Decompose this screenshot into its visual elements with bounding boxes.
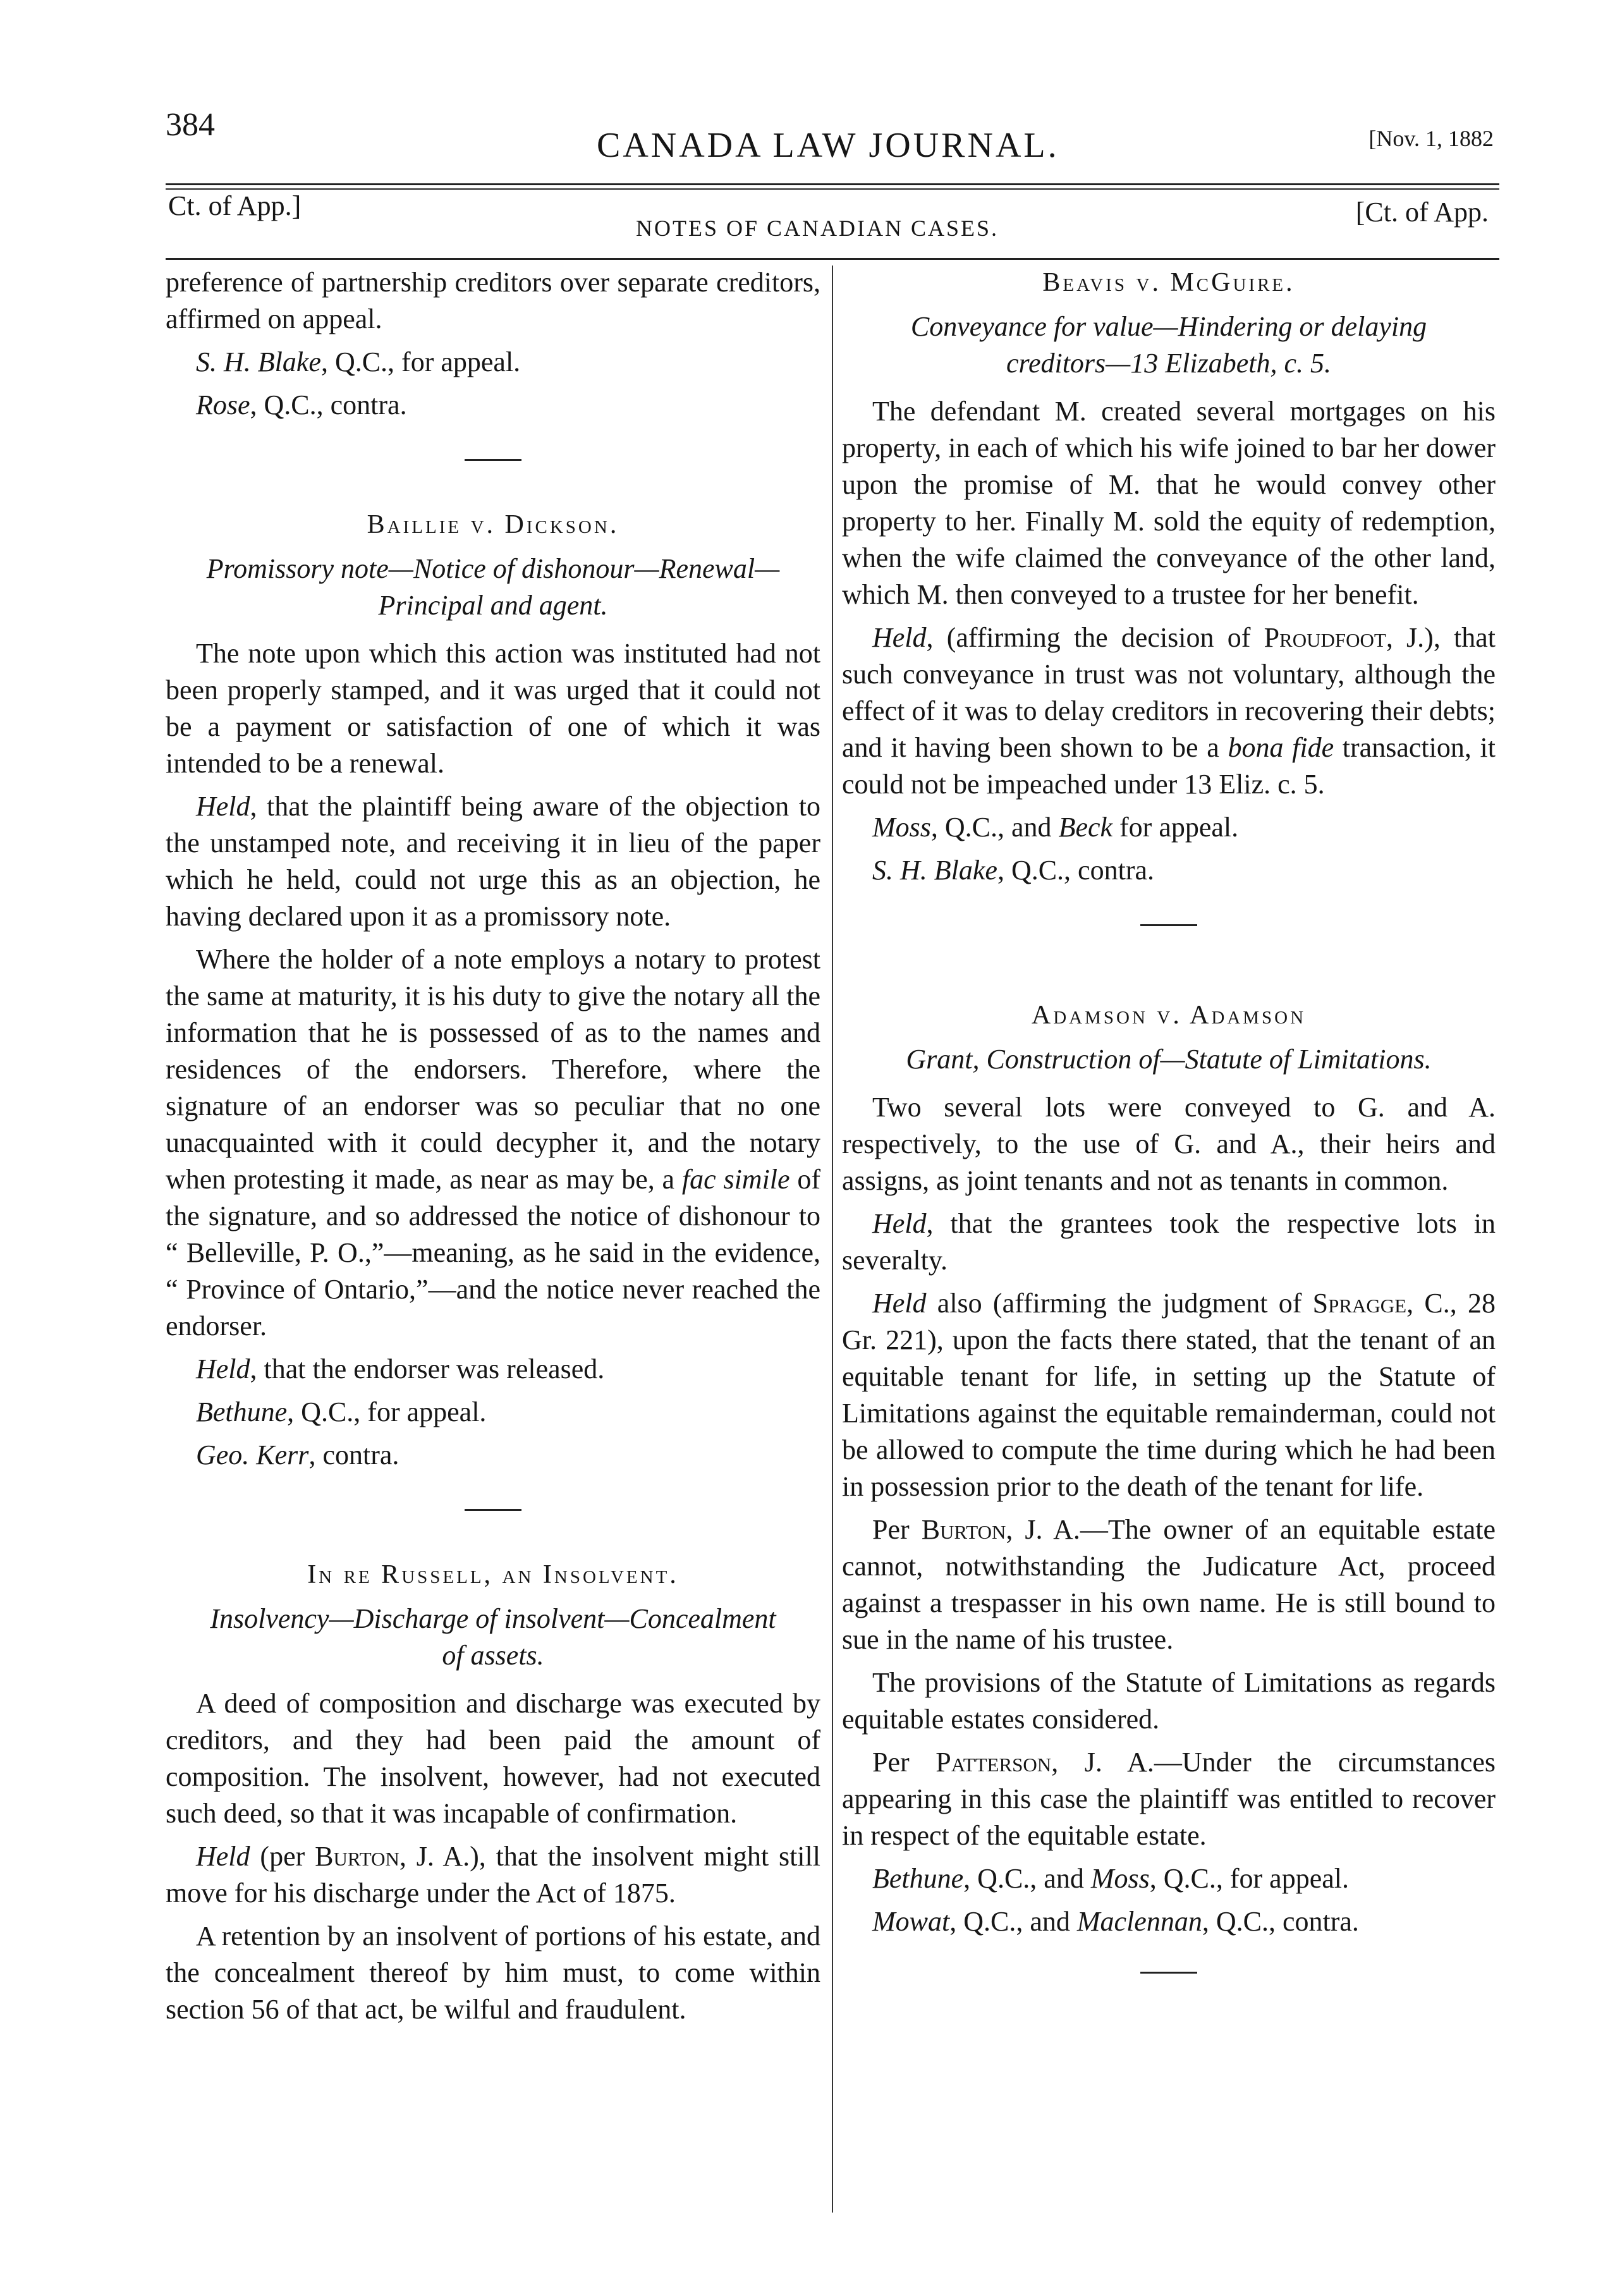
counsel-appeal (842, 809, 1496, 846)
holding-text: , (affirming the decision of (926, 622, 1264, 653)
case-headnote: Grant, Construction of—Statute of Limitations. (906, 1044, 1432, 1075)
case-holding (842, 620, 1496, 803)
latin-term: fac simile (681, 1164, 790, 1195)
court-label-right: [Ct. of App. (1355, 197, 1489, 228)
holding-text: , that the plaintiff being aware of the objection to the unstamped note, and receiving it in lieu of the paper which he held, could not urge this as an objection, he having declared upon it as a promissory note. (166, 791, 820, 932)
held-label: Held (872, 1288, 927, 1319)
case-holding (842, 1285, 1496, 1505)
counsel-contra (842, 852, 1496, 889)
latin-term: bona fide (1228, 732, 1334, 763)
holding-text: , that the grantees took the respective lots in severalty. (842, 1208, 1496, 1276)
counsel-role: , contra. (308, 1439, 399, 1470)
counsel-contra (166, 1437, 820, 1474)
case-title-baillie: Baillie v. Dickson. (367, 510, 619, 539)
left-column (166, 264, 820, 2034)
case-holding (166, 788, 820, 935)
held-label: Held (872, 622, 927, 653)
counsel-role: , Q.C., for appeal. (320, 346, 521, 377)
case-title-adamson: Adamson v. Adamson (1031, 1001, 1307, 1030)
case-separator (1140, 1972, 1197, 1974)
case-title-beavis: Beavis v. McGuire. (1042, 268, 1295, 297)
judge-name: Burton (921, 1514, 1006, 1545)
journal-title: CANADA LAW JOURNAL. (597, 126, 1059, 165)
right-column (842, 264, 1496, 2019)
counsel-name: Mowat (872, 1906, 950, 1937)
case-title-russell: In re Russell, an Insolvent. (307, 1560, 679, 1589)
held-label: Held (196, 1353, 250, 1384)
case-paragraph: The provisions of the Statute of Limitations as regards equitable estates considered. (842, 1667, 1496, 1735)
counsel-role: , Q.C., for appeal. (1149, 1863, 1349, 1894)
opinion-prefix: Per (872, 1514, 922, 1545)
counsel-name: Moss (1090, 1863, 1150, 1894)
section-title: NOTES OF CANADIAN CASES. (636, 216, 999, 241)
counsel-role: , Q.C., and (949, 1906, 1077, 1937)
opinion-text: , J. A.—Under the circumstances appearing in this case the plaintiff was entitled to recover in respect of the equitable estate. (842, 1747, 1496, 1851)
issue-date: [Nov. 1, 1882 (1368, 126, 1494, 151)
counsel-appeal (842, 1860, 1496, 1897)
spacer (842, 972, 1496, 997)
case-paragraph (166, 941, 820, 1345)
case-paragraph: The note upon which this action was instituted had not been properly stamped, and it was urged that it could not be a payment or satisfaction of one of which it was intended to be a renewal. (166, 638, 820, 779)
judge-name: Burton (315, 1841, 399, 1872)
holding-text: also (affirming the judgment of (926, 1288, 1313, 1319)
column-divider (832, 266, 833, 2213)
counsel-role: , Q.C., and (963, 1863, 1091, 1894)
counsel-name: Rose (196, 389, 250, 420)
continued-holding: preference of partnership creditors over separate creditors, affirmed on appeal. (166, 267, 820, 334)
counsel-role: , Q.C., contra. (997, 855, 1154, 886)
case-paragraph: A deed of composition and discharge was executed by creditors, and they had been paid the amount of composition. The insolvent, however, had not executed such deed, so that it was incapable of confirmation. (166, 1688, 820, 1829)
case-separator (465, 1509, 521, 1511)
holding-text: , J.), that such conveyance in trust was not voluntary, although the effect of it was to delay creditors in recovering their debts; and it having been shown to be a (842, 622, 1496, 763)
holding-text: transaction, it could not be impeached under 13 Eliz. c. 5. (842, 732, 1496, 800)
case-opinion (842, 1511, 1496, 1658)
counsel-role: , Q.C., contra. (250, 389, 407, 420)
subheader-rule (166, 258, 1499, 260)
held-label: Held (872, 1208, 927, 1239)
case-paragraph: A retention by an insolvent of portions of his estate, and the concealment thereof by him must, to come within section 56 of that act, be wilful and fraudulent. (166, 1920, 820, 2025)
case-headnote: Promissory note—Notice of dishonour—Renewal—Principal and agent. (206, 553, 780, 621)
counsel-contra (842, 1903, 1496, 1940)
counsel-appeal (166, 1394, 820, 1431)
case-headnote: Conveyance for value—Hindering or delaying creditors—13 Elizabeth, c. 5. (910, 311, 1427, 379)
judge-name: Patterson (935, 1747, 1052, 1778)
counsel-appeal (166, 344, 820, 381)
case-headnote: Insolvency—Discharge of insolvent—Concealment of assets. (210, 1603, 776, 1671)
held-label: Held (196, 1841, 250, 1872)
counsel-name: Moss (872, 812, 931, 843)
counsel-name: Bethune (196, 1396, 288, 1427)
judge-name: Proudfoot (1264, 622, 1386, 653)
case-holding (166, 1838, 820, 1912)
counsel-name: S. H. Blake (872, 855, 997, 886)
counsel-name: Beck (1058, 812, 1113, 843)
counsel-name: Bethune (872, 1863, 964, 1894)
paragraph-text: of the signature, and so addressed the notice of dishonour to “ Belleville, P. O.,”—meaning, as he said in the evidence, “ Province of Ontario,”—and the notice never reached the endorser. (166, 1164, 821, 1341)
opinion-text: , J. A.—The owner of an equitable estate cannot, notwithstanding the Judicature Act, proceed against a trespasser in his own name. He is still bound to sue in the name of his trustee. (842, 1514, 1496, 1655)
counsel-name: Maclennan (1076, 1906, 1202, 1937)
case-holding (166, 1351, 820, 1388)
counsel-name: S. H. Blake (196, 346, 321, 377)
header-rule-secondary (166, 188, 1499, 190)
case-holding (842, 1206, 1496, 1279)
case-opinion (842, 1744, 1496, 1854)
page-number: 384 (166, 107, 215, 143)
held-label: Held (196, 791, 250, 822)
counsel-role: , Q.C., for appeal. (287, 1396, 487, 1427)
counsel-role: , Q.C., and (930, 812, 1059, 843)
judge-name: Spragge (1312, 1288, 1407, 1319)
counsel-role: for appeal. (1112, 812, 1239, 843)
case-separator (1140, 924, 1197, 926)
case-paragraph: The defendant M. created several mortgages on his property, in each of which his wife joined to bar her dower upon the promise of M. that he would convey other property to her. Finally M. sold the equity of redemption, when the wife claimed the conveyance of the other land, which M. then conveyed to a trustee for her benefit. (842, 396, 1496, 610)
holding-text: , that the endorser was released. (250, 1353, 605, 1384)
holding-text: (per (250, 1841, 315, 1872)
counsel-role: , Q.C., contra. (1202, 1906, 1359, 1937)
header-rule (166, 183, 1499, 185)
case-paragraph: Two several lots were conveyed to G. and A. respectively, to the use of G. and A., their heirs and assigns, as joint tenants and not as tenants in common. (842, 1092, 1496, 1196)
holding-text: , J. A.), that the insolvent might still move for his discharge under the Act of 1875. (166, 1841, 820, 1908)
counsel-name: Geo. Kerr (196, 1439, 309, 1470)
counsel-contra (166, 387, 820, 424)
holding-text: , C., 28 Gr. 221), upon the facts there stated, that the tenant of an equitable tenant for life, in setting up the Statute of Limitations against the equitable remainderman, could not be allowed to compute the time during which he had been in possession prior to the death of the tenant for life. (842, 1288, 1496, 1502)
paragraph-text: Where the holder of a note employs a notary to protest the same at maturity, it is his duty to give the notary all the information that he is possessed of as to the names and residences of the endorsers. Therefore, where the signature of an endorser was so peculiar that no one unacquainted with it could decypher it, and the notary when protesting it made, as near as may be, a (166, 944, 820, 1195)
court-label-left: Ct. of App.] (168, 190, 302, 221)
opinion-prefix: Per (872, 1747, 936, 1778)
case-separator (465, 459, 521, 461)
